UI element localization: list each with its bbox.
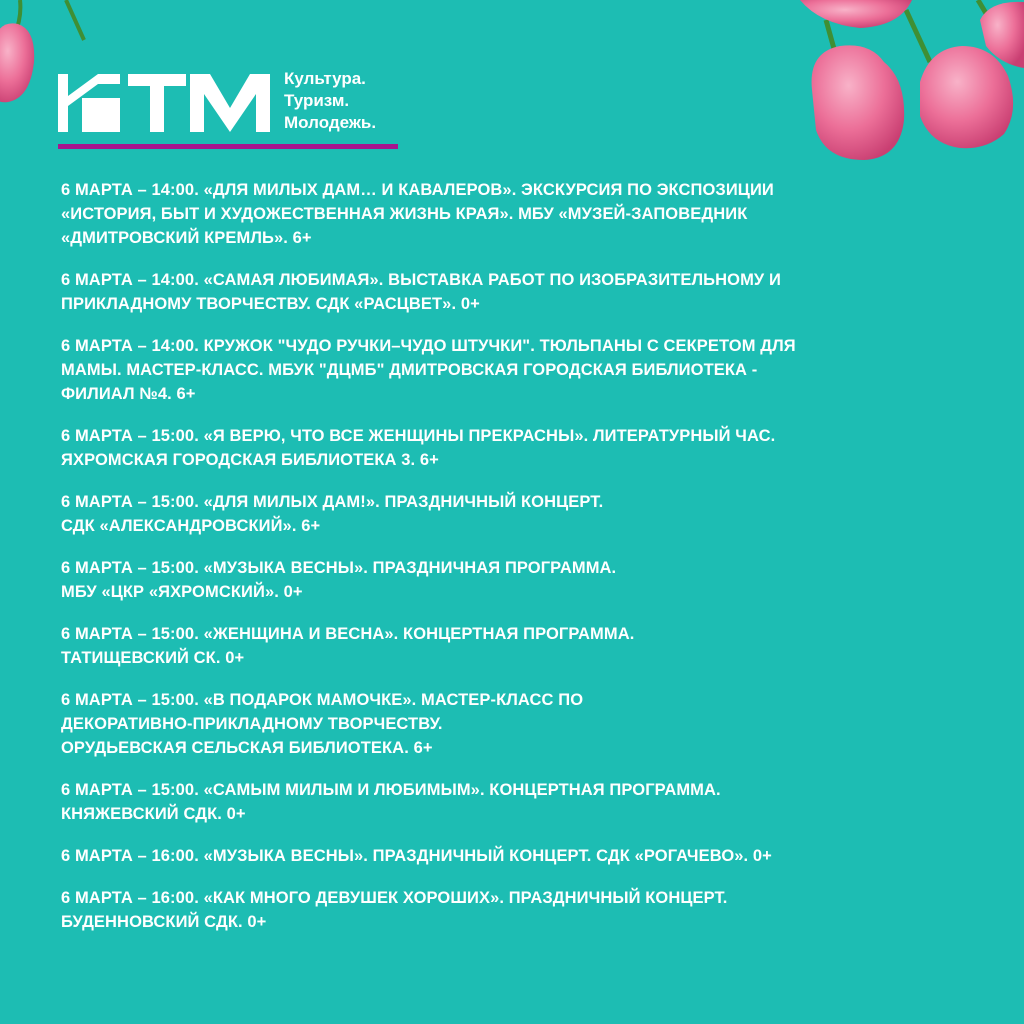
- event-item: [61, 268, 1011, 316]
- event-line: БУДЕННОВСКИЙ СДК. 0+: [61, 913, 267, 931]
- event-line: «ДМИТРОВСКИЙ КРЕМЛЬ». 6+: [61, 229, 312, 247]
- event-line: 6 МАРТА – 15:00. «САМЫМ МИЛЫМ И ЛЮБИМЫМ». КОНЦЕРТНАЯ ПРОГРАММА.: [61, 781, 721, 799]
- event-item: [61, 688, 1011, 760]
- tagline-tourism: Туризм.: [284, 91, 350, 110]
- event-line: 6 МАРТА – 15:00. «В ПОДАРОК МАМОЧКЕ». МАСТЕР-КЛАСС ПО: [61, 691, 584, 709]
- event-item: [61, 778, 1011, 826]
- event-line: 6 МАРТА – 15:00. «ДЛЯ МИЛЫХ ДАМ!». ПРАЗДНИЧНЫЙ КОНЦЕРТ.: [61, 493, 604, 511]
- tagline-youth: Молодежь.: [284, 113, 377, 132]
- event-item: [61, 490, 1011, 538]
- ktm-logo-icon: [58, 68, 270, 132]
- logo-tagline: [284, 68, 414, 134]
- event-item: [61, 844, 1011, 868]
- event-line: ПРИКЛАДНОМУ ТВОРЧЕСТВУ. СДК «РАСЦВЕТ». 0+: [61, 295, 480, 313]
- event-item: [61, 886, 1011, 934]
- tagline-culture: Культура.: [284, 69, 366, 88]
- brand-logo: [58, 66, 403, 152]
- event-line: 6 МАРТА – 15:00. «МУЗЫКА ВЕСНЫ». ПРАЗДНИЧНАЯ ПРОГРАММА.: [61, 559, 617, 577]
- event-line: 6 МАРТА – 15:00. «Я ВЕРЮ, ЧТО ВСЕ ЖЕНЩИНЫ ПРЕКРАСНЫ». ЛИТЕРАТУРНЫЙ ЧАС.: [61, 427, 776, 445]
- event-line: 6 МАРТА – 16:00. «КАК МНОГО ДЕВУШЕК ХОРОШИХ». ПРАЗДНИЧНЫЙ КОНЦЕРТ.: [61, 889, 728, 907]
- events-list: [61, 178, 1011, 952]
- event-item: [61, 178, 1011, 250]
- event-line: 6 МАРТА – 15:00. «ЖЕНЩИНА И ВЕСНА». КОНЦЕРТНАЯ ПРОГРАММА.: [61, 625, 635, 643]
- event-line: ФИЛИАЛ №4. 6+: [61, 385, 196, 403]
- event-line: 6 МАРТА – 16:00. «МУЗЫКА ВЕСНЫ». ПРАЗДНИЧНЫЙ КОНЦЕРТ. СДК «РОГАЧЕВО». 0+: [61, 847, 772, 865]
- event-line: 6 МАРТА – 14:00. «САМАЯ ЛЮБИМАЯ». ВЫСТАВКА РАБОТ ПО ИЗОБРАЗИТЕЛЬНОМУ И: [61, 271, 781, 289]
- event-item: [61, 424, 1011, 472]
- event-line: ТАТИЩЕВСКИЙ СК. 0+: [61, 649, 245, 667]
- event-line: «ИСТОРИЯ, БЫТ И ХУДОЖЕСТВЕННАЯ ЖИЗНЬ КРАЯ». МБУ «МУЗЕЙ-ЗАПОВЕДНИК: [61, 205, 748, 223]
- event-item: [61, 622, 1011, 670]
- event-item: [61, 556, 1011, 604]
- event-line: ДЕКОРАТИВНО-ПРИКЛАДНОМУ ТВОРЧЕСТВУ.: [61, 715, 443, 733]
- event-line: ЯХРОМСКАЯ ГОРОДСКАЯ БИБЛИОТЕКА 3. 6+: [61, 451, 439, 469]
- logo-underline: [58, 144, 398, 149]
- event-line: МАМЫ. МАСТЕР-КЛАСС. МБУК "ДЦМБ" ДМИТРОВСКАЯ ГОРОДСКАЯ БИБЛИОТЕКА -: [61, 361, 758, 379]
- event-line: 6 МАРТА – 14:00. «ДЛЯ МИЛЫХ ДАМ… И КАВАЛЕРОВ». ЭКСКУРСИЯ ПО ЭКСПОЗИЦИИ: [61, 181, 774, 199]
- event-line: 6 МАРТА – 14:00. КРУЖОК "ЧУДО РУЧКИ–ЧУДО ШТУЧКИ". ТЮЛЬПАНЫ С СЕКРЕТОМ ДЛЯ: [61, 337, 796, 355]
- event-line: СДК «АЛЕКСАНДРОВСКИЙ». 6+: [61, 517, 321, 535]
- event-line: ОРУДЬЕВСКАЯ СЕЛЬСКАЯ БИБЛИОТЕКА. 6+: [61, 739, 433, 757]
- event-line: КНЯЖЕВСКИЙ СДК. 0+: [61, 805, 246, 823]
- event-item: [61, 334, 1011, 406]
- event-line: МБУ «ЦКР «ЯХРОМСКИЙ». 0+: [61, 583, 303, 601]
